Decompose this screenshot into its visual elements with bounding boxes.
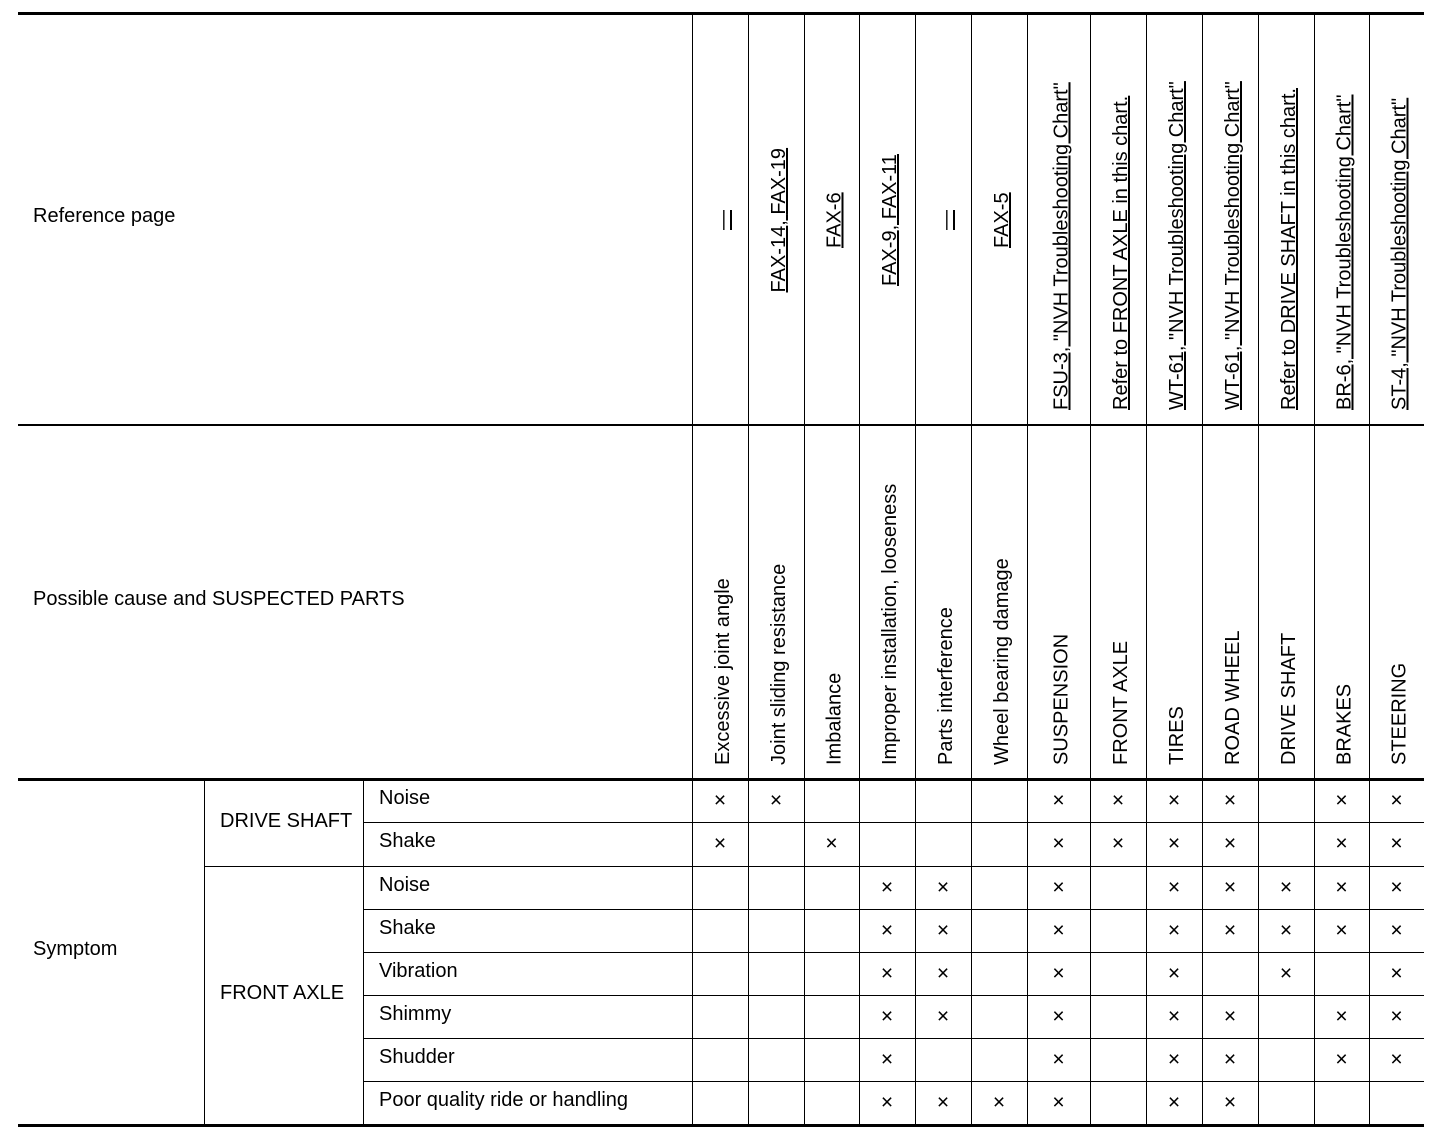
reference-link[interactable] bbox=[1388, 98, 1412, 410]
row-rule bbox=[363, 822, 1424, 823]
check-mark: × bbox=[1279, 918, 1293, 942]
check-mark: × bbox=[1335, 1047, 1348, 1071]
check-mark: × bbox=[1052, 1004, 1065, 1028]
check-mark: × bbox=[880, 1047, 894, 1071]
check-mark: × bbox=[1223, 1004, 1237, 1028]
reference-cell bbox=[692, 16, 748, 424]
reference-text: FAX-5 bbox=[991, 192, 1013, 248]
check-mark: × bbox=[1167, 1090, 1181, 1114]
cause-cell bbox=[1090, 428, 1146, 779]
reference-cell bbox=[1027, 16, 1090, 424]
cause-label bbox=[711, 578, 735, 765]
cause-cell bbox=[1314, 428, 1369, 779]
cause-label bbox=[1277, 633, 1301, 765]
cause-label bbox=[767, 564, 791, 765]
symptom-name: Poor quality ride or handling bbox=[379, 1088, 629, 1111]
cause-cell bbox=[1027, 428, 1090, 779]
reference-cell bbox=[1258, 16, 1314, 424]
check-mark: × bbox=[1052, 788, 1065, 812]
reference-link[interactable] bbox=[934, 210, 958, 230]
check-mark: × bbox=[936, 1004, 950, 1028]
check-mark: × bbox=[713, 832, 727, 855]
cause-text: Improper installation, looseness bbox=[879, 483, 901, 765]
cause-text: Imbalance bbox=[823, 672, 846, 765]
check-mark: × bbox=[1052, 961, 1065, 985]
reference-text: WT-61, "NVH Troubleshooting Chart" bbox=[1166, 81, 1188, 410]
cause-text: FRONT AXLE bbox=[1110, 640, 1132, 765]
cause-text: Joint sliding resistance bbox=[768, 563, 790, 765]
check-mark: × bbox=[992, 1090, 1006, 1114]
group-label: FRONT AXLE bbox=[220, 982, 345, 1004]
cause-label bbox=[1388, 663, 1412, 765]
reference-cell bbox=[1369, 16, 1424, 424]
symptom-name: Vibration bbox=[379, 959, 458, 982]
check-mark: × bbox=[1167, 961, 1181, 985]
cause-text: SUSPENSION bbox=[1050, 633, 1073, 765]
check-mark: × bbox=[1223, 832, 1237, 855]
reference-text: FAX-14 bbox=[768, 225, 790, 293]
cause-cell bbox=[692, 428, 748, 779]
check-mark: × bbox=[1335, 788, 1348, 812]
check-mark: × bbox=[1167, 1004, 1181, 1028]
reference-link[interactable] bbox=[990, 192, 1014, 248]
check-mark: × bbox=[1390, 832, 1403, 855]
check-mark: × bbox=[1390, 1004, 1403, 1028]
reference-text: FAX-11 bbox=[879, 154, 901, 220]
reference-link[interactable] bbox=[1109, 96, 1133, 410]
header-divider-rule bbox=[18, 424, 1424, 426]
cause-cell bbox=[1258, 428, 1314, 779]
reference-text: — bbox=[712, 210, 734, 230]
cause-text: ROAD WHEEL bbox=[1222, 630, 1244, 765]
reference-text: FAX-6 bbox=[823, 192, 846, 248]
reference-link[interactable] bbox=[1277, 88, 1301, 410]
reference-link[interactable] bbox=[1221, 81, 1245, 410]
check-mark: × bbox=[1335, 1004, 1348, 1028]
top-rule bbox=[18, 12, 1424, 15]
reference-text: Refer to FRONT AXLE in this chart. bbox=[1110, 95, 1132, 410]
reference-text: WT-61, "NVH Troubleshooting Chart" bbox=[1222, 81, 1244, 410]
symptom-name: Shudder bbox=[379, 1045, 455, 1068]
check-mark: × bbox=[1223, 875, 1237, 899]
check-mark: × bbox=[880, 918, 894, 942]
check-mark: × bbox=[880, 875, 894, 899]
reference-link[interactable] bbox=[823, 192, 847, 248]
check-mark: × bbox=[880, 961, 894, 985]
symptom-label: Symptom bbox=[33, 938, 118, 960]
check-mark: × bbox=[936, 961, 950, 985]
check-mark: × bbox=[1390, 918, 1403, 942]
cause-label bbox=[1221, 631, 1245, 765]
check-mark: × bbox=[1052, 918, 1065, 942]
symptom-name: Noise bbox=[379, 873, 431, 896]
check-mark: × bbox=[880, 1004, 894, 1028]
check-mark: × bbox=[880, 1090, 894, 1114]
cause-cell bbox=[1146, 428, 1202, 779]
check-mark: × bbox=[1167, 788, 1181, 812]
check-mark: × bbox=[1167, 875, 1181, 899]
cause-cell bbox=[1369, 428, 1424, 779]
reference-cell bbox=[1202, 16, 1258, 424]
check-mark: × bbox=[1223, 1090, 1237, 1114]
group-col-rule bbox=[363, 779, 364, 1124]
cause-label bbox=[934, 607, 958, 765]
cause-cell bbox=[804, 428, 859, 779]
reference-cell bbox=[1090, 16, 1146, 424]
cause-text: Wheel bearing damage bbox=[991, 558, 1013, 765]
reference-cell bbox=[915, 16, 971, 424]
cause-label bbox=[1109, 641, 1133, 765]
reference-link[interactable] bbox=[1333, 95, 1357, 410]
symptom-name: Shimmy bbox=[379, 1002, 452, 1025]
check-mark: × bbox=[1335, 832, 1348, 855]
check-mark: × bbox=[1279, 875, 1293, 899]
reference-text: , bbox=[768, 214, 790, 226]
check-mark: × bbox=[1390, 1047, 1403, 1071]
reference-link[interactable] bbox=[878, 154, 902, 286]
reference-link[interactable] bbox=[1050, 82, 1074, 410]
check-mark: × bbox=[1223, 1047, 1237, 1071]
cause-label bbox=[878, 484, 902, 765]
reference-text: ST-4, "NVH Troubleshooting Chart" bbox=[1388, 97, 1411, 410]
symptom-name: Shake bbox=[379, 916, 436, 939]
check-mark: × bbox=[936, 918, 950, 942]
bottom-rule bbox=[18, 1124, 1424, 1127]
cause-text: TIRES bbox=[1166, 706, 1188, 765]
reference-text: FAX-19 bbox=[768, 147, 790, 215]
check-mark: × bbox=[1052, 1047, 1065, 1071]
check-mark: × bbox=[1390, 875, 1403, 899]
check-mark: × bbox=[825, 832, 838, 855]
reference-text: Refer to DRIVE SHAFT in this chart. bbox=[1278, 88, 1300, 410]
cause-cell bbox=[1202, 428, 1258, 779]
check-mark: × bbox=[936, 875, 950, 899]
reference-text: FAX-9 bbox=[879, 230, 901, 286]
reference-link[interactable] bbox=[711, 210, 735, 230]
check-mark: × bbox=[1052, 832, 1065, 855]
cause-text: Excessive joint angle bbox=[712, 578, 734, 765]
check-mark: × bbox=[1390, 961, 1403, 985]
cause-text: DRIVE SHAFT bbox=[1278, 632, 1300, 765]
check-mark: × bbox=[769, 788, 783, 812]
reference-cell bbox=[1314, 16, 1369, 424]
check-mark: × bbox=[1167, 1047, 1181, 1071]
cause-label bbox=[1333, 684, 1357, 765]
check-mark: × bbox=[1335, 918, 1348, 942]
reference-cell bbox=[859, 16, 915, 424]
check-mark: × bbox=[1223, 918, 1237, 942]
reference-cell bbox=[1146, 16, 1202, 424]
check-mark: × bbox=[713, 788, 727, 812]
reference-cell bbox=[804, 16, 859, 424]
reference-cell bbox=[971, 16, 1027, 424]
symptom-name: Noise bbox=[379, 786, 431, 809]
symptom-name: Shake bbox=[379, 830, 436, 852]
cause-text: BRAKES bbox=[1333, 683, 1356, 765]
reference-text: , bbox=[879, 219, 901, 231]
check-mark: × bbox=[1167, 918, 1181, 942]
reference-cell bbox=[748, 16, 804, 424]
check-mark: × bbox=[1335, 875, 1348, 899]
cause-text: STEERING bbox=[1388, 662, 1411, 765]
cause-cell bbox=[915, 428, 971, 779]
reference-page-label: Reference page bbox=[33, 205, 176, 227]
cause-label bbox=[823, 673, 847, 765]
check-mark: × bbox=[1390, 788, 1403, 812]
check-mark: × bbox=[1167, 832, 1181, 855]
check-mark: × bbox=[1052, 1090, 1065, 1114]
group-label: DRIVE SHAFT bbox=[220, 809, 353, 832]
possible-cause-label: Possible cause and SUSPECTED PARTS bbox=[33, 588, 405, 610]
reference-link[interactable] bbox=[1165, 81, 1189, 410]
check-mark: × bbox=[1052, 875, 1065, 899]
cause-label bbox=[990, 558, 1014, 765]
symptom-col-rule bbox=[204, 779, 205, 1124]
check-mark: × bbox=[1111, 788, 1125, 812]
cause-cell bbox=[859, 428, 915, 779]
reference-text: FSU-3, "NVH Troubleshooting Chart" bbox=[1050, 82, 1073, 410]
check-mark: × bbox=[1111, 832, 1125, 855]
check-mark: × bbox=[1279, 961, 1293, 985]
cause-cell bbox=[748, 428, 804, 779]
reference-text: BR-6, "NVH Troubleshooting Chart" bbox=[1333, 94, 1356, 410]
reference-link[interactable] bbox=[767, 148, 791, 293]
cause-text: Parts interference bbox=[935, 607, 957, 765]
cause-label bbox=[1050, 634, 1074, 765]
cause-label bbox=[1165, 706, 1189, 765]
check-mark: × bbox=[936, 1090, 950, 1114]
check-mark: × bbox=[1223, 788, 1237, 812]
reference-text: — bbox=[935, 210, 957, 230]
cause-cell bbox=[971, 428, 1027, 779]
